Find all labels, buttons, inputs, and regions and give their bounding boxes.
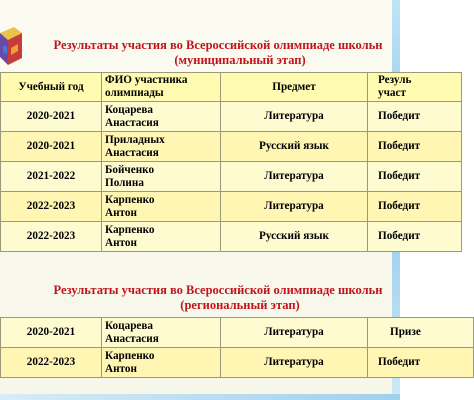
section-title-line: Результаты участия во Всероссийской олимпиаде школьн	[53, 38, 383, 52]
cell-name	[102, 318, 221, 348]
name-line: Антон	[105, 206, 137, 219]
table-row	[1, 132, 462, 162]
name-line: Бойченко	[105, 163, 155, 176]
results-table-regional	[0, 317, 474, 378]
header-result-line2: участ	[378, 87, 406, 99]
cell-name	[102, 162, 221, 192]
header-name-line1: ФИО участника	[105, 74, 188, 86]
cell-year: 2020-2021	[1, 318, 102, 348]
cell-subject: Литература	[221, 192, 368, 222]
header-result	[368, 73, 462, 102]
cell-subject: Литература	[221, 102, 368, 132]
header-year: Учебный год	[1, 73, 102, 102]
cell-year: 2020-2021	[1, 132, 102, 162]
name-line: Коцарева	[105, 319, 154, 332]
cell-name	[102, 132, 221, 162]
decorative-band-bottom	[0, 394, 400, 400]
cell-subject: Литература	[221, 348, 368, 378]
header-result-line1: Резуль	[378, 74, 412, 86]
table-row	[1, 222, 462, 252]
table-row	[1, 348, 474, 378]
cell-subject: Литература	[221, 162, 368, 192]
name-line: Анастасия	[105, 116, 159, 129]
name-line: Карпенко	[105, 223, 155, 236]
table-row	[1, 318, 474, 348]
name-line: Анастасия	[105, 146, 159, 159]
cell-year: 2022-2023	[1, 222, 102, 252]
section-subtitle: (региональный этап)	[180, 298, 300, 312]
cell-year: 2022-2023	[1, 348, 102, 378]
cell-result: Призе	[368, 318, 474, 348]
name-line: Карпенко	[105, 193, 155, 206]
name-line: Полина	[105, 176, 144, 189]
cell-name	[102, 222, 221, 252]
name-line: Антон	[105, 362, 137, 375]
cell-result: Победит	[368, 132, 462, 162]
cell-name	[102, 102, 221, 132]
table-row	[1, 102, 462, 132]
cell-result: Победит	[368, 192, 462, 222]
cell-result: Победит	[368, 348, 474, 378]
header-name-line2: олимпиады	[105, 87, 164, 99]
name-line: Карпенко	[105, 349, 155, 362]
cell-name	[102, 348, 221, 378]
results-table-municipal	[0, 72, 462, 252]
header-subject: Предмет	[221, 73, 368, 102]
section-title-line: Результаты участия во Всероссийской олимпиаде школьн	[53, 283, 383, 297]
table-row	[1, 192, 462, 222]
name-line: Антон	[105, 236, 137, 249]
section-subtitle: (муниципальный этап)	[174, 53, 306, 67]
cell-name	[102, 192, 221, 222]
name-line: Приладных	[105, 133, 165, 146]
cell-result: Победит	[368, 222, 462, 252]
section-title-municipal	[0, 38, 400, 68]
name-line: Анастасия	[105, 332, 159, 345]
cell-year: 2020-2021	[1, 102, 102, 132]
table-header-row	[1, 73, 462, 102]
header-name	[102, 73, 221, 102]
cell-year: 2022-2023	[1, 192, 102, 222]
section-title-regional	[0, 283, 400, 313]
table-row	[1, 162, 462, 192]
cell-subject: Русский язык	[221, 132, 368, 162]
cell-result: Победит	[368, 162, 462, 192]
cell-result: Победит	[368, 102, 462, 132]
name-line: Коцарева	[105, 103, 154, 116]
cell-year: 2021-2022	[1, 162, 102, 192]
cell-subject: Литература	[221, 318, 368, 348]
cell-subject: Русский язык	[221, 222, 368, 252]
